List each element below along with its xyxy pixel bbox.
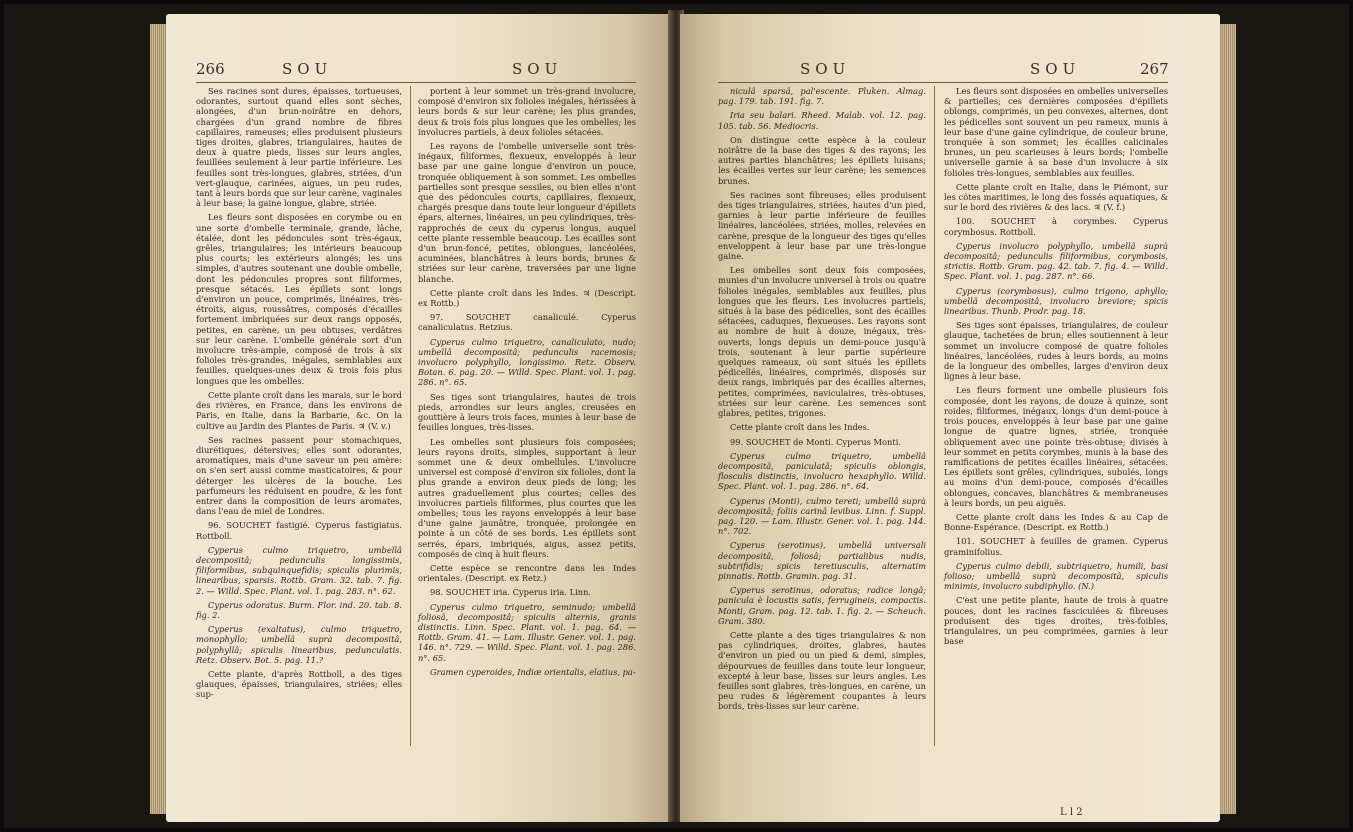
paragraph: C'est une petite plante, haute de trois à quatre pouces, dont les racines fasciculées & fibreuses produisent des tiges droites, très-foibles, triangulaires, un peu comprimées, garnies à leur base [944,595,1168,647]
right-column-2 [944,86,1168,650]
paragraph: Cyperus odoratus. Burm. Flor. ind. 20. tab. 8. fig. 2. [196,599,402,620]
paragraph: Cyperus culmo debili, subtriquetro, humili, basi folioso; umbellâ suprà decompositâ, spiculis minimis, involucro subdiphyllo. (N.) [944,560,1168,592]
paragraph: Cette plante croît en Italie, dans le Piémont, sur les côtes maritimes, le long des fossés aquatiques, & sur le bord des rivières & des lacs. ♃ (V. f.) [944,181,1168,213]
paragraph: Cette plante croît dans les marais, sur le bord des rivières, en France, dans les environs de Paris, en Italie, dans la Barbarie, &c. On la cultive au Jardin des Plantes de Paris. ♃ (V. v.) [196,389,402,431]
paragraph: Cyperus (serotinus), umbellâ universali decompositâ, foliosâ; partialibus nudis, subtrifidis; spicis teretiusculis, alternatim pinnatis. Rottb. Gramin. pag. 31. [718,540,926,581]
paragraph: Cyperus involucro polyphyllo, umbellâ suprà decompositâ; pedunculis filiformibus, corymbosis, strictis. Rottb. Gram. pag. 42. tab. 7. fig. 4. — Willd. Spec. Plant. vol. 1. pag. 287. n°. 66. [944,240,1168,282]
paragraph: 99. SOUCHET de Monti. Cyperus Monti. [730,436,901,447]
paragraph: Cette plante croît dans les Indes. [730,422,870,433]
left-page-number: 266 [196,60,225,78]
right-page-number: 267 [1140,60,1169,78]
paragraph: Les fleurs sont disposées en ombelles universelles & partielles; ces dernières composées d'épillets oblongs, comprimés, un peu convexes, alternes, dont les pédicelles sont souvent un peu rameux, munis à leur base d'une gaine cylindrique, de couleur brune, tronquée à son sommet; les écailles calicinales brunes, un peu scarieuses à leurs bords; l'ombelle universelle garnie à sa base d'un involucre à six folioles très-longues, semblables aux feuilles. [944,86,1168,178]
paragraph: 98. SOUCHET iria. Cyperus iria. Linn. [430,587,592,598]
paragraph: Les ombelles sont deux fois composées, munies d'un involucre universel à trois ou quatre folioles inégales, semblables aux feuilles, plus longues que les fleurs. Les involucres partiels, situés à la base des pédicelles, sont des écailles sétacées, caduques, flexueuses. Les rayons sont au nombre de huit à douze, inégaux, très-ouverts, longs depuis un demi-pouce jusqu'à trois, soutenant à leur partie supérieure quelques rameaux, où sont situés les épillets pédicellés, linéaires, comprimés, disposés sur deux rangs, imbriqués par des écailles alternes, petites, comprimées, naviculaires, très-obtuses, striées sur leur carène. Les semences sont glabres, petites, trigones. [718,265,926,419]
right-header-col2: SOU [1030,60,1081,78]
paragraph: Cyperus serotinus, odoratus; radice longâ; panicula è locustis satis, ferrugineis, compactis. Monti, Gram. pag. 12. tab. 1. fig. 2. — Scheuch. Gram. 380. [718,585,926,626]
paragraph: Les fleurs sont disposées en corymbe ou en une sorte d'ombelle terminale, grande, lâche, étalée, dont les pédoncules sont très-égaux, grêles, triangulaires; les intérieurs beaucoup plus courts; les extérieurs alongés; les uns simples, d'autres soutenant une double ombelle, dont les pédoncules propres sont filiformes, presque sétacés. Les épillets sont longs d'environ un pouce, comprimés, linéaires, très-étroits, aigus, roussâtres, composés d'écailles fortement imbriquées sur deux rangs opposés, petites, en carène, un peu obtuses, verdâtres sur leur carène. L'ombelle générale sort d'un involucre très-ample, composé de trois à six folioles très-grandes, inégales, semblables aux feuilles, quelques-unes deux & trois fois plus longues que les ombelles. [196,212,402,386]
paragraph: Cyperus (Monti), culmo tereti; umbellâ suprà decompositâ; foliis carinâ levibus. Linn. f. Suppl. pag. 120. — Lam. Illustr. Gener. vol. 1. pag. 144. n°. 702. [718,495,926,537]
right-column-1 [718,86,926,716]
paragraph: 97. SOUCHET canaliculé. Cyperus canaliculatus. Retzius. [418,312,636,333]
paragraph: Cette espèce se rencontre dans les Indes orientales. (Descript. ex Retz.) [418,562,636,584]
right-header-col1: SOU [800,60,851,78]
paragraph: Les fleurs forment une ombelle plusieurs fois composée, dont les rayons, de douze à quinze, sont roides, filiformes, inégaux, longs d'un demi-pouce à trois pouces, enveloppés à leur base par une gaine longue de quatre lignes, striée, tronquée obliquement avec une pointe très-obtuse; divisés à leur sommet en petits corymbes, munis à la base des ramifications de petites écailles linéaires, sétacées. Les épillets sont grêles, cylindriques, subulés, longs au moins d'un demi-pouce, composés d'écailles oblongues, concaves, blanchâtres & membraneuses à leurs bords, un peu aiguës. [944,385,1168,508]
paragraph: portent à leur sommet un très-grand involucre, composé d'environ six folioles inégales, hérissées à leurs bords & sur leur carène; les plus grandes, deux & trois fois plus longues que les ombelles; les involucres partiels, à deux folioles sétacées. [418,86,636,137]
paragraph: niculâ sparsâ, pal'escente. Pluken. Almag. pag. 179. tab. 191. fig. 7. [718,86,926,107]
paragraph: Ses tiges sont triangulaires, hautes de trois pieds, arrondies sur leurs angles, creusées en gouttière à leurs trois faces, munies à leur base de feuilles longues, très-lisses. [418,391,636,433]
left-column-2 [418,86,636,681]
left-header-col2: SOU [512,60,563,78]
left-page [166,14,674,822]
paragraph: Les ombelles sont plusieurs fois composées; leurs rayons droits, simples, supportant à leur sommet une & deux ombellules. L'involucre universel est composé d'environ six folioles, dont la plus grande a environ deux pieds de long; les autres graduellement plus courtes; celles des involucres partiels filiformes, plus courtes que les ombelles; tous les rayons enveloppés à leur base d'une gaine jaunâtre, tronquée, prolongée en pointe à un côté de ses bords. Les épillets sont serrés, épars, imbriqués, aigus, assez petits, composés de cinq à huit fleurs. [418,436,636,559]
right-column-rule [934,86,935,746]
paragraph: Ses racines sont fibreuses; elles produisent des tiges triangulaires, striées, hautes d'un pied, garnies à leur partie inférieure de feuilles linéaires, lancéolées, striées, molles, relevées en carène, presque de la longueur des tiges qu'elles enveloppent à leur base par une très-longue gaine. [718,189,926,262]
paragraph: Cette plante croît dans les Indes. ♃ (Descript. ex Rottb.) [418,287,636,309]
paragraph: 100. SOUCHET à corymbes. Cyperus corymbosus. Rottboll. [944,216,1168,237]
paragraph: Cette plante, d'après Rottboll, a des tiges glauques, épaisses, triangulaires, striées; elles sup- [196,668,402,700]
paragraph: Cette plante croît dans les Indes & au Cap de Bonne-Espérance. (Descript. ex Rottb.) [944,511,1168,533]
paragraph: Cyperus (corymbosus), culmo trigono, aphyllo; umbellâ decompositâ, involucro breviore; spicis linearibus. Thunb. Prodr. pag. 18. [944,285,1168,317]
right-header-rule [718,82,1168,83]
paragraph: 96. SOUCHET fastigié. Cyperus fastigiatus. Rottboll. [196,520,402,541]
paragraph: Iria seu balari. Rheed. Malab. vol. 12. pag. 105. tab. 56. Mediocris. [718,110,926,131]
right-page [680,14,1220,822]
paragraph: Cyperus culmo triquetro, umbellâ decompositâ; pedunculis longissimis, filiformibus, subquinquefidis; spiculis plurimis, linearibus, sparsis. Rottb. Gram. 32. tab. 7. fig. 2. — Willd. Spec. Plant. vol. 1. pag. 283. n°. 62. [196,544,402,596]
paragraph: Cyperus culmo triquetro, seminudo; umbellâ foliosâ, decompositâ; spiculis alternis, granis distinctis. Linn. Spec. Plant. vol. 1. pag. 64. — Rottb. Gram. 41. — Lam. Illustr. Gener. vol. 1. pag. 146. n°. 729. — Willd. Spec. Plant. vol. 1. pag. 286. n°. 65. [418,601,636,663]
left-header-rule [196,82,636,83]
paragraph: Cyperus culmo triquetro, canaliculato, nudo; umbellâ decompositâ; pedunculis racemosis; involucro polyphyllo, longissimo. Retz. Observ. Botan. 6. pag. 20. — Willd. Spec. Plant. vol. 1. pag. 286. n°. 65. [418,336,636,388]
paragraph: Cyperus (exaltatus), culmo triquetro, monophyllo; umbellâ suprà decompositâ, polyphyllâ; spiculis linearibus, pedunculatis. Retz. Observ. Bot. 5. pag. 11.? [196,624,402,665]
left-header-col1: SOU [282,60,333,78]
paragraph: Ses racines sont dures, épaisses, tortueuses, odorantes, surtout quand elles sont sèches, alongées, d'un brun-noirâtre en dehors, chargées d'un grand nombre de fibres capillaires, rameuses; elles produisent plusieurs tiges droites, glabres, triangulaires, hautes de deux à quatre pieds, lisses sur leurs angles, feuillées seulement à leur partie inférieure. Les feuilles sont très-longues, glabres, striées, d'un vert-glauque, carinées, aigues, un peu rudes, tant à leurs bords que sur leur carène, vaginales à leur base; la gaine longue, glabre, striée. [196,86,402,209]
paragraph: Cyperus culmo triquetro, umbellâ decompositâ, paniculatâ; spiculis oblongis, flosculis distinctis, involucro hexaphyllo. Willd. Spec. Plant. vol. 1. pag. 286. n°. 64. [718,450,926,492]
signature-mark: L l 2 [1060,807,1083,818]
paragraph: On distingue cette espèce à la couleur noirâtre de la base des tiges & des rayons; les autres parties blanchâtres; les épillets luisans; les écailles vertes sur leur carène; les semences brunes. [718,134,926,186]
left-column-1 [196,86,402,704]
paragraph: 101. SOUCHET à feuilles de gramen. Cyperus graminifolius. [944,536,1168,557]
paragraph: Les rayons de l'ombelle universelle sont très-inégaux, filiformes, flexueux, enveloppés à leur base par une gaine longue d'environ un pouce, tronquée obliquement à son sommet. Les ombelles partielles sont presque sessiles, ou bien elles n'ont que des pédoncules courts, capillaires, flexueux, chargés presque dans toute leur longueur d'épillets épars, alternes, linéaires, un peu cylindriques, très-rapprochés de ceux du cyperus longus, auquel cette plante ressemble beaucoup. Les écailles sont d'un brun-foncé, petites, oblongues, lancéolées, acuminées, blanchâtres à leurs bords, brunes & striées sur leur carène, traversées par une ligne blanche. [418,141,637,284]
paragraph: Ses racines passent pour stomachiques, diurétiques, détersives; elles sont odorantes, aromatiques, mais d'une saveur un peu amère: on s'en sert aussi comme masticatoires, & pour déterger les ulcères de la bouche. Les parfumeurs les réduisent en poudre, & les font entrer dans la composition de leurs aromates, dans l'eau de miel de Londres. [196,434,402,517]
left-column-rule [410,86,411,746]
paragraph: Ses tiges sont épaisses, triangulaires, de couleur glauque, tachetées de brun; elles soutiennent à leur sommet un involucre composé de quatre folioles linéaires, lancéolées, rudes à leurs bords, au moins de la longueur des ombelles, larges d'environ deux lignes à leur base. [944,320,1168,382]
page-edges-right [1218,24,1236,814]
paragraph: Cette plante a des tiges triangulaires & non pas cylindriques, droites, glabres, hautes d'environ un pied ou un pied & demi, simples, dépourvues de feuilles dans toute leur longueur, excepté à leur base, lisses sur leurs angles. Les feuilles sont glabres, très-longues, en carène, un peu rudes & légèrement coupantes à leurs bords, très-lisses sur leur carène. [718,629,926,712]
paragraph: Gramen cyperoides, Indiæ orientalis, elatius, pa- [430,666,636,677]
